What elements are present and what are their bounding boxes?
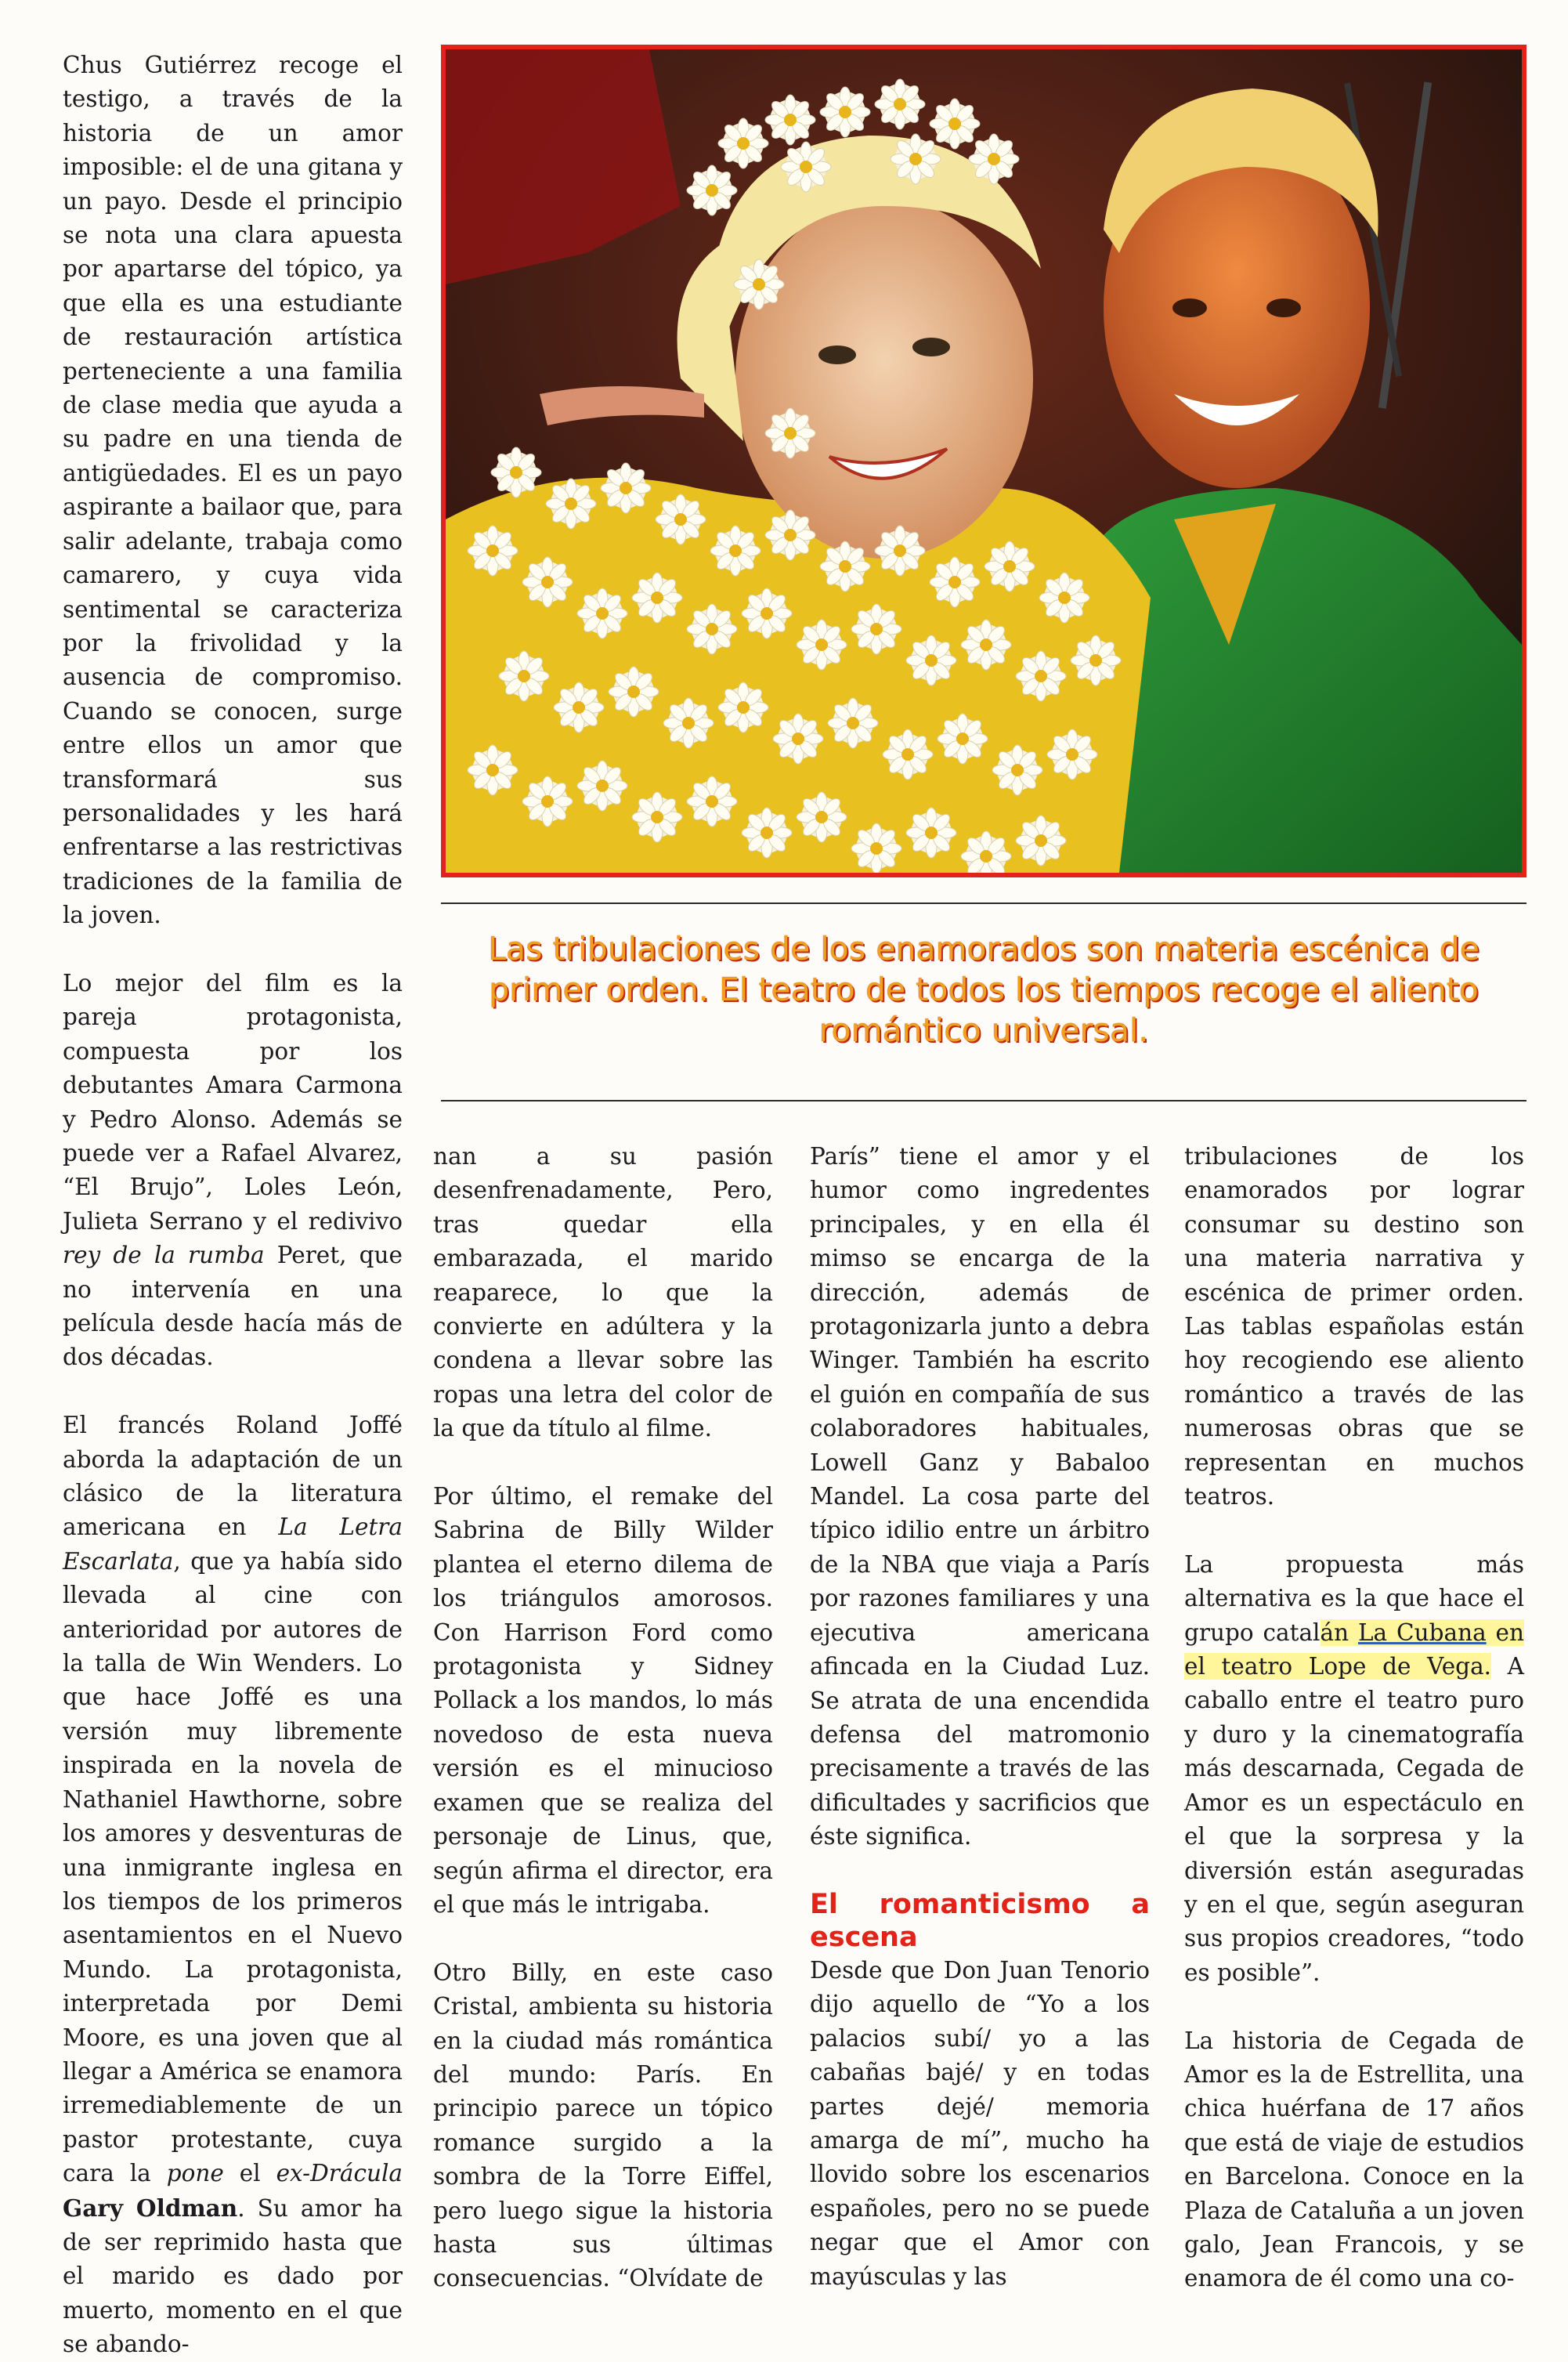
divider-bottom: [441, 1100, 1526, 1101]
column-1-paragraph-3: [63, 1409, 403, 2361]
column-3-paragraph-1: París” tiene el amor y el humor como ingredentes principales, y en ella él mimso se encarga de la dirección, además de protagonizarla junto a debra Winger. También ha escrito el guión en compañía de sus colaboradores habituales, Lowell Ganz y Babaloo Mandel. La cosa parte del típico idilio entre un árbitro de la NBA que viaja a París por razones familiares y una ejecutiva americana afincada en la Ciudad Luz. Se atrata de una encendida defensa del matromonio precisamente a través de las dificultades y sacrificios que éste significa.: [810, 1143, 1150, 1850]
text-run: El francés Roland Joffé aborda la adaptación de un clásico de la literatura americana en: [63, 1412, 403, 1541]
divider-top: [441, 902, 1526, 904]
column-1-paragraph-1: Chus Gutiérrez recoge el testigo, a través de la historia de un amor imposible: el de una gitana y un payo. Desde el principio se nota una clara apuesta por apartarse del tópico, ya que ella es una estudiante de restauración artística perteneciente a una familia de clase media que ayuda a su padre en una tienda de antigüedades. El es un payo aspirante a bailaor que, para salir adelante, trabaja como camarero, y cuya vida sentimental se caracteriza por la frivolidad y la ausencia de compromiso. Cuando se conocen, surge entre ellos un amor que transformará sus personalidades y les hará enfrentarse a las restrictivas tradiciones de la familia de la joven.: [63, 52, 403, 929]
section-subhead: El romanticismo a escena: [810, 1888, 1150, 1953]
column-3: [810, 1140, 1150, 2294]
column-2-paragraph-2: Por último, el remake del Sabrina de Billy Wilder plantea el eterno dilema de los triángulos amorosos. Con Harrison Ford como protagonista y Sidney Pollack a los mandos, lo más novedoso de esta nueva versión es el minucioso examen que se realiza del personaje de Linus, que, según afirma el director, era el que más le intrigaba.: [433, 1483, 773, 1918]
column-1-paragraph-2: [63, 967, 403, 1375]
column-4: [1184, 1140, 1524, 2296]
text-run: el: [223, 2160, 276, 2187]
italic-phrase: rey de la rumba: [63, 1242, 265, 1269]
film-photo: [441, 45, 1526, 877]
actor-name: Gary Oldman: [63, 2194, 238, 2222]
italic-word: ex-Drácula: [276, 2160, 403, 2187]
underlined-group-name: La Cubana: [1357, 1619, 1487, 1646]
pull-quote: Las tribulaciones de los enamorados son materia escénica de primer orden. El teatro de todos los tiempos recoge el aliento romántico universal.: [488, 930, 1479, 1049]
book-title: La Letra Escarlata: [63, 1514, 403, 1575]
text-run: Peret, que no intervenía en una película desde hacía más de dos décadas.: [63, 1242, 403, 1371]
text-run: án: [1320, 1619, 1358, 1646]
column-4-paragraph-3: La historia de Cegada de Amor es la de Estrellita, una chica huérfana de 17 años que está de viaje de estudios en Barcelona. Conoce en la Plaza de Cataluña a un joven galo, Jean Francois, y se enamora de él como una co-: [1184, 2027, 1524, 2292]
text-run: Lo mejor del film es la pareja protagonista, compuesta por los debutantes Amara Carmona y Pedro Alonso. Además se puede ver a Rafael Alvarez, “El Brujo”, Loles León, Julieta Serrano y el redivivo: [63, 969, 403, 1235]
column-2-paragraph-3: Otro Billy, en este caso Cristal, ambienta su historia en la ciudad más romántica del mundo: París. En principio parece un tópico romance surgido a la sombra de la Torre Eiffel, pero luego sigue la historia hasta sus últimas consecuencias. “Olvídate de: [433, 1959, 773, 2292]
text-run: A caballo entre el teatro puro y duro y la cinematografía más descarnada, Cegada de Amor es un espectáculo en el que la sorpresa y la diversión están aseguradas y en el que, según aseguran sus propios creadores, “todo es posible”.: [1184, 1653, 1524, 1986]
column-2: [433, 1140, 773, 2296]
column-2-paragraph-1: nan a su pasión desenfrenadamente, Pero, tras quedar ella embarazada, el marido reaparece, lo que la convierte en adúltera y la condena a llevar sobre las ropas una letra del color de la que da título al filme.: [433, 1143, 773, 1442]
couple-with-daisies-image: [446, 49, 1522, 873]
italic-word: pone: [166, 2160, 224, 2187]
column-3-paragraph-2: Desde que Don Juan Tenorio dijo aquello de “Yo a los palacios subí/ yo a las cabañas bajé/ y en todas partes dejé/ memoria amarga de mí”, mucho ha llovido sobre los escenarios españoles, pero no se puede negar que el Amor con mayúsculas y las: [810, 1956, 1150, 2290]
text-run: . Su amor ha de ser reprimido hasta que el marido es dado por muerto, momento en el que se abando-: [63, 2194, 403, 2358]
text-run: , que ya había sido llevada al cine con anterioridad por autores de la talla de Win Wenders. Lo que hace Joffé es una versión muy libremente inspirada en la novela de Nathaniel Hawthorne, sobre los amores y desventuras de una inmigrante inglesa en los tiempos de los primeros asentamientos en el Nuevo Mundo. La protagonista, interpretada por Demi Moore, es una joven que al llegar a América se enamora irremediablemente de un pastor protestante, cuya cara la: [63, 1547, 403, 2187]
column-1: [63, 49, 403, 2362]
text-run: en el teatro Lope de Vega.: [1184, 1619, 1524, 1680]
column-4-paragraph-2: [1184, 1548, 1524, 1990]
text-run: La propuesta más alternativa es la que hace el grupo catal: [1184, 1550, 1524, 1646]
column-4-paragraph-1: tribulaciones de los enamorados por lograr consumar su destino son una materia narrativa y escénica de primer orden. Las tablas españolas están hoy recogiendo ese aliento romántico a través de las numerosas obras que se representan en muchos teatros.: [1184, 1143, 1524, 1510]
